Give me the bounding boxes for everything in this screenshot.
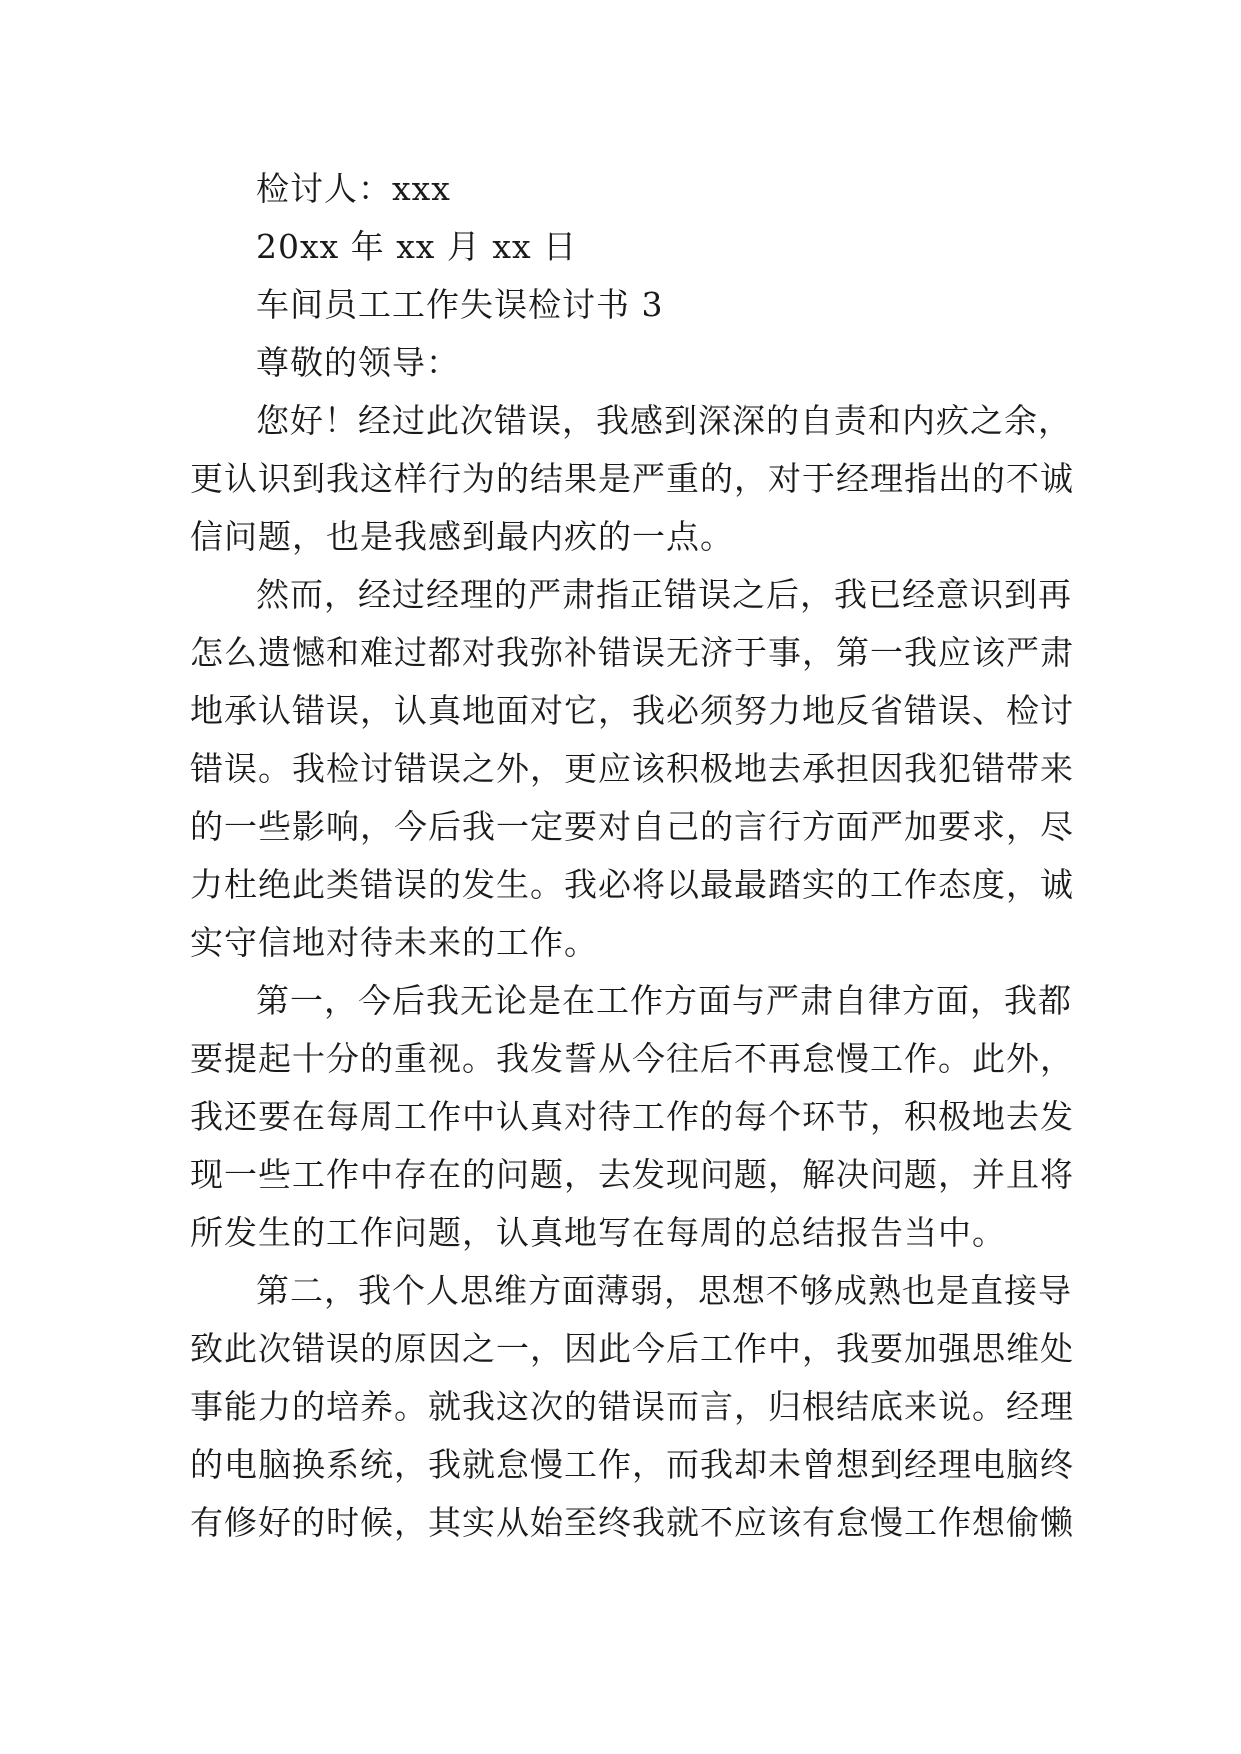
paragraph-line: 有修好的时候，其实从始至终我就不应该有怠慢工作想偷懒 [190, 1503, 1074, 1542]
paragraph-2 [190, 566, 1074, 972]
paragraph-3 [190, 972, 1074, 1262]
document-body [190, 160, 1074, 1552]
paragraph-line: 我还要在每周工作中认真对待工作的每个环节，积极地去发 [190, 1097, 1074, 1136]
reviewer-line: 检讨人：xxx [256, 169, 451, 208]
paragraph-line: 事能力的培养。就我这次的错误而言，归根结底来说。经理 [190, 1387, 1074, 1426]
paragraph-4 [190, 1262, 1074, 1552]
paragraph-line: 然而，经过经理的严肃指正错误之后，我已经意识到再 [256, 575, 1072, 614]
paragraph-line: 怎么遗憾和难过都对我弥补错误无济于事，第一我应该严肃 [190, 633, 1074, 672]
paragraph-line: 更认识到我这样行为的结果是严重的，对于经理指出的不诚 [190, 459, 1074, 498]
paragraph-line: 第一，今后我无论是在工作方面与严肃自律方面，我都 [256, 981, 1072, 1020]
paragraph-line: 致此次错误的原因之一，因此今后工作中，我要加强思维处 [190, 1329, 1074, 1368]
paragraph-line: 的一些影响，今后我一定要对自己的言行方面严加要求，尽 [190, 807, 1074, 846]
paragraph-line: 您好！经过此次错误，我感到深深的自责和内疚之余， [256, 401, 1072, 440]
paragraph-line: 第二，我个人思维方面薄弱，思想不够成熟也是直接导 [256, 1271, 1072, 1310]
paragraph-line: 力杜绝此类错误的发生。我必将以最最踏实的工作态度，诚 [190, 865, 1074, 904]
paragraph-line: 实守信地对待未来的工作。 [190, 923, 598, 962]
salutation: 尊敬的领导： [256, 343, 460, 382]
paragraph-line: 错误。我检讨错误之外，更应该积极地去承担因我犯错带来 [190, 749, 1074, 788]
paragraph-line: 所发生的工作问题，认真地写在每周的总结报告当中。 [190, 1213, 1006, 1252]
paragraph-line: 信问题，也是我感到最内疚的一点。 [190, 517, 734, 556]
date-line: 20xx 年 xx 月 xx 日 [256, 227, 578, 266]
paragraph-line: 现一些工作中存在的问题，去发现问题，解决问题，并且将 [190, 1155, 1074, 1194]
document-title: 车间员工工作失误检讨书 3 [256, 285, 664, 324]
paragraph-line: 地承认错误，认真地面对它，我必须努力地反省错误、检讨 [190, 691, 1074, 730]
paragraph-line: 要提起十分的重视。我发誓从今往后不再怠慢工作。此外， [190, 1039, 1074, 1078]
paragraph-line: 的电脑换系统，我就怠慢工作，而我却未曾想到经理电脑终 [190, 1445, 1074, 1484]
paragraph-1 [190, 392, 1074, 566]
